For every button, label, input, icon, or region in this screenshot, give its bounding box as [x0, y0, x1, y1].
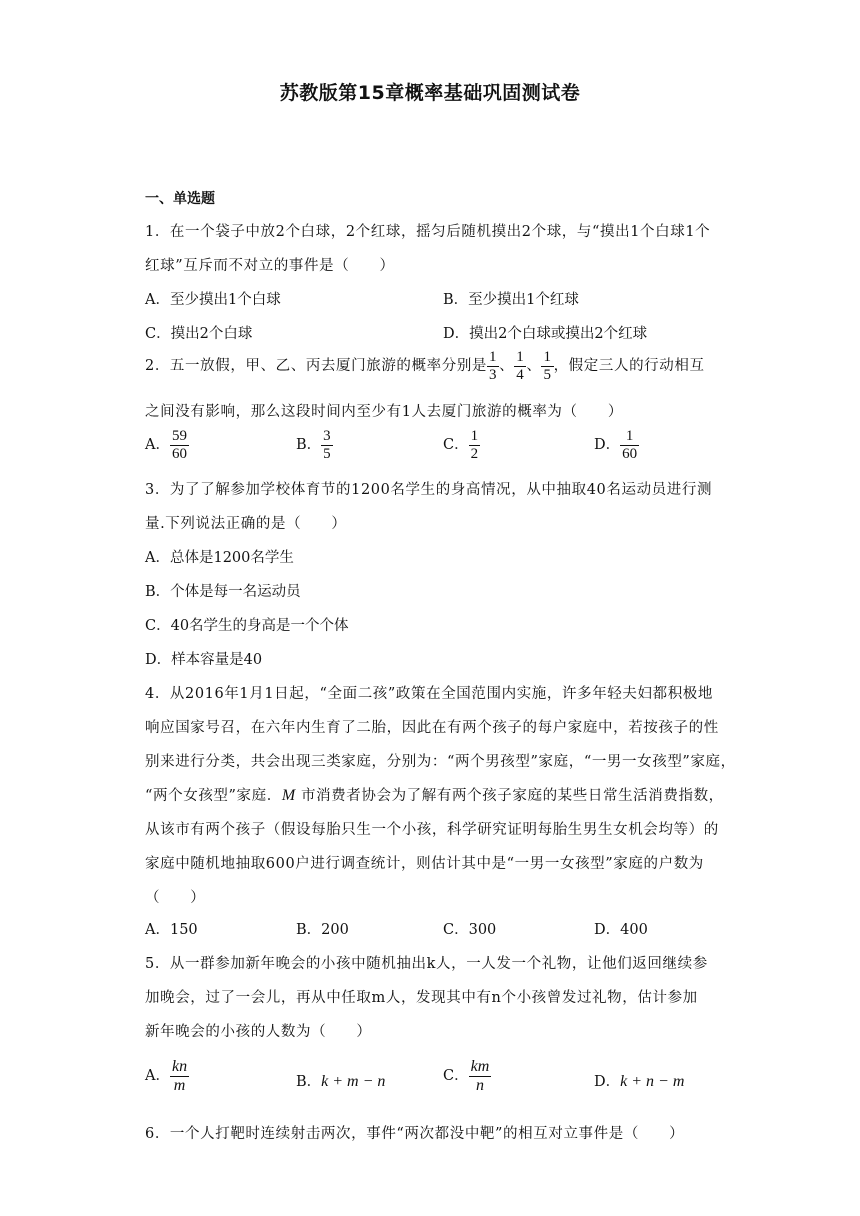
q2-option-c-fraction: [469, 428, 481, 462]
q5-c-den: n: [475, 1076, 484, 1094]
q5-line3: 新年晚会的小孩的人数为（ ）: [145, 1024, 372, 1040]
q3-line1: 3．为了了解参加学校体育节的1200名学生的身高情况，从中抽取40名运动员进行测: [145, 482, 713, 498]
q4-line3: 别来进行分类，共会出现三类家庭，分别为：“两个男孩型”家庭，“一男一女孩型”家庭，: [145, 754, 736, 770]
q1-line2: 红球”互斥而不对立的事件是（ ）: [145, 258, 395, 274]
q2-sep-2: 、: [526, 358, 542, 374]
q4-line5: 从该市有两个孩子（假设每胎只生一个小孩，科学研究证明每胎生男生女机会均等）的: [145, 822, 719, 838]
q5-option-a-label: A．: [145, 1068, 170, 1085]
q2-f1-den: 3: [489, 366, 498, 383]
q2-a-den: 60: [171, 445, 187, 462]
q2-fraction-1: [487, 349, 499, 383]
q2-f3-den: 5: [543, 366, 552, 383]
q5-option-c: [443, 1058, 491, 1094]
q2-f3-num: 1: [543, 349, 552, 365]
q2-text-post: ，假定三人的行动相互: [553, 358, 705, 374]
q2-option-a: [145, 428, 189, 462]
q4-line4-end: 市消费者协会为了解有两个孩子家庭的某些日常生活消费指数，: [295, 788, 724, 804]
q1-line1: 1．在一个袋子中放2个白球，2个红球，摇匀后随机摸出2个球，与“摸出1个白球1个: [145, 224, 711, 240]
q3-option-c: C．40名学生的身高是一个个体: [145, 618, 349, 634]
q3-line2: 量.下列说法正确的是（ ）: [145, 516, 347, 532]
q2-option-d-label: D．: [594, 437, 621, 453]
q4-line2: 响应国家号召，在六年内生育了二胎，因此在有两个孩子的每户家庭中，若按孩子的性: [145, 720, 719, 736]
q2-fraction-3: [541, 349, 553, 383]
q2-text-pre: 2．五一放假，甲、乙、丙去厦门旅游的概率分别是: [145, 358, 488, 374]
q5-c-num: km: [470, 1058, 490, 1075]
q3-option-a: A．总体是1200名学生: [145, 550, 294, 566]
q2-fraction-2: [514, 349, 526, 383]
q4-line6: 家庭中随机地抽取600户进行调查统计，则估计其中是“一男一女孩型”家庭的户数为: [145, 856, 704, 872]
q5-option-b-label: B．: [296, 1074, 322, 1090]
q2-option-b: [296, 428, 333, 462]
q2-b-den: 5: [323, 445, 331, 462]
q4-line4-start: “两个女孩型”家庭．: [145, 788, 282, 804]
q2-f2-den: 4: [516, 366, 525, 383]
q4-option-b: B．200: [296, 922, 349, 938]
q2-option-c: [443, 428, 480, 462]
q5-line1: 5．从一群参加新年晚会的小孩中随机抽出k人，一人发一个礼物，让他们返回继续参: [145, 956, 708, 972]
q2-option-b-fraction: [321, 428, 333, 462]
q2-option-a-label: A．: [145, 437, 170, 453]
q4-option-c: C．300: [443, 922, 497, 938]
q6-line1: 6．一个人打靶时连续射击两次，事件“两次都没中靶”的相互对立事件是（ ）: [145, 1126, 685, 1142]
q5-option-c-fraction: [469, 1058, 492, 1094]
q5-option-c-label: C．: [443, 1068, 469, 1085]
q2-option-d-fraction: [620, 428, 639, 462]
q5-option-d-label: D．: [594, 1074, 621, 1090]
q2-option-c-label: C．: [443, 437, 469, 453]
page-title: 苏教版第15章概率基础巩固测试卷: [279, 82, 581, 104]
q5-line2: 加晚会，过了一会儿，再从中任取m人，发现其中有n个小孩曾发过礼物，估计参加: [145, 990, 698, 1006]
q4-line7: （ ）: [145, 890, 206, 906]
q1-option-b: B．至少摸出1个红球: [443, 292, 579, 308]
q2-option-b-label: B．: [296, 437, 322, 453]
q5-option-b: [296, 1070, 385, 1091]
q2-d-num: 1: [620, 428, 639, 446]
q2-a-num: 59: [171, 428, 187, 444]
q4-variable-m: M: [281, 787, 296, 804]
q1-option-c: C．摸出2个白球: [145, 326, 253, 342]
q2-line1: [145, 349, 705, 383]
q1-option-d: D．摸出2个白球或摸出2个红球: [443, 326, 648, 342]
q2-c-num: 1: [470, 428, 479, 444]
q4-line4: [145, 784, 724, 805]
q4-line1: 4．从2016年1月1日起，“全面二孩”政策在全国范围内实施，许多年轻夫妇都积极地: [145, 686, 713, 702]
q2-c-den: 2: [470, 445, 479, 462]
q3-option-b: B．个体是每一名运动员: [145, 584, 301, 600]
q5-option-a-fraction: [170, 1058, 189, 1094]
q2-f2-num: 1: [516, 349, 525, 365]
q2-b-num: 3: [323, 428, 331, 444]
q4-option-d: D．400: [594, 922, 648, 938]
q2-option-d: [594, 428, 639, 462]
q5-option-d-expr: k + n − m: [620, 1073, 685, 1090]
q2-option-a-fraction: [170, 428, 189, 462]
q4-option-a: A．150: [145, 922, 198, 938]
q5-option-b-expr: k + m − n: [321, 1073, 386, 1090]
section-heading: 一、单选题: [145, 191, 215, 207]
q2-line2: 之间没有影响，那么这段时间内至少有1人去厦门旅游的概率为（ ）: [145, 404, 623, 420]
q5-a-num: kn: [171, 1058, 188, 1075]
q2-d-den: 60: [622, 445, 638, 462]
q2-sep-1: 、: [499, 358, 515, 374]
q5-option-a: [145, 1058, 189, 1094]
q5-a-den: m: [173, 1076, 186, 1094]
q5-option-d: [594, 1070, 684, 1091]
q1-option-a: A．至少摸出1个白球: [145, 292, 281, 308]
q3-option-d: D．样本容量是40: [145, 652, 263, 668]
q2-f1-num: 1: [489, 349, 498, 365]
